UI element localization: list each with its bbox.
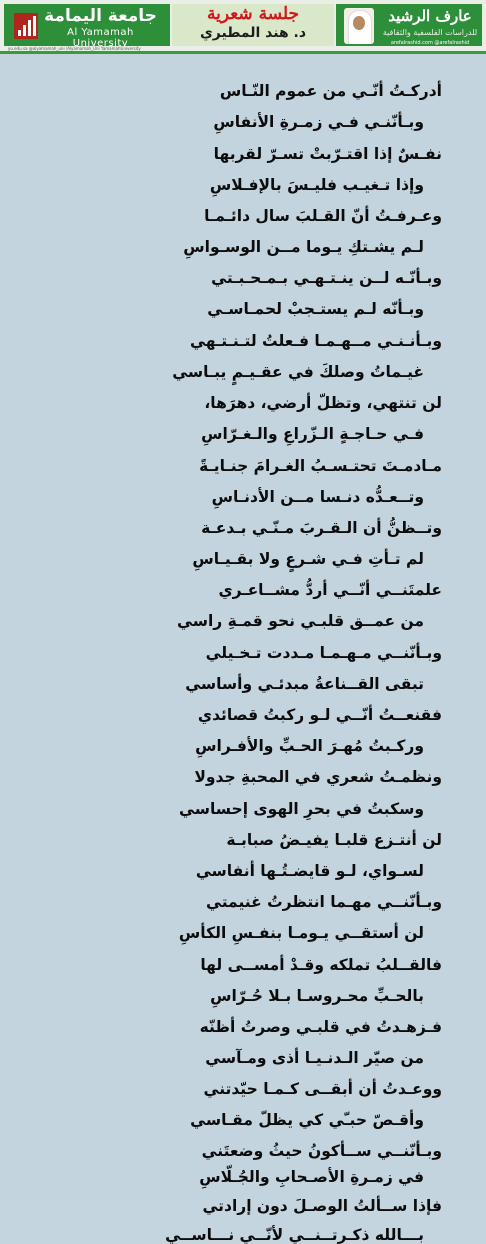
university-name-arabic: جامعة اليمامة: [44, 6, 157, 26]
club-subtitle: للدراسات الفلسفية والثقافية: [382, 28, 478, 37]
poem-line: لن أنتـزع قلبـا يفيـضُ صبابـة: [226, 831, 442, 849]
university-logo-icon: [14, 13, 38, 39]
poem-line: فـزهـدتُ في قلبـي وصرتُ أظنّه: [199, 1018, 442, 1036]
poem-line: وبـأنّنــي ســأكونُ حيثُ وضعتَني: [201, 1142, 442, 1160]
poem-line: نفـسٌ إذا اقتـرّبتْ تسـرّ لقربها: [213, 145, 442, 163]
university-social-links: yu.edu.sa @alyamamah_uni /Alyamamah_Uni YamamahUniversity: [8, 46, 141, 51]
poem-line: وعـرفـتُ أنّ القـلبَ سال دائـمـا: [204, 207, 442, 225]
poem-line: لن تنتهي، وتظلّ أرضي، دهرَها،: [204, 394, 442, 412]
poem-line: ونظمـتُ شعري في المحبةِ جدولا: [194, 768, 442, 786]
poem-line: من عمــق قلبـي نحو قمـةِ راسي: [177, 612, 424, 630]
poem-line: وتــعـدُّه دنـسا مــن الأدنـاسِ: [211, 488, 424, 506]
poem-line: علمتَنــي أنّــي أردُّ مشــاعـري: [218, 581, 442, 599]
session-title: جلسة شعرية: [206, 4, 299, 24]
poem-line: مـادمـتَ تحتـسـبُ الغـرامَ جنـايـةً: [199, 457, 442, 475]
poem-line: أدركـتُ أنّـي من عموم النّـاس: [219, 82, 442, 100]
poem-line: لم تـأتِ فـي شـرعٍ ولا بقـيـاسِ: [192, 550, 424, 568]
poem-line: من صيّر الـدنـيـا أذى ومـآسي: [205, 1049, 424, 1067]
poem-line: فالقــلبُ تملكه وقـدْ أمســى لها: [200, 956, 442, 974]
poem-line: فقنعــتُ أنّــي لـو ركبتُ قصائدي: [197, 706, 442, 724]
poem-line: وبـأنّـه لــن ينـتـهـي بـمـحـبـتي: [211, 269, 442, 287]
poem-line: غيـماتُ وصلكَ في عقـيـمٍ يبـاسي: [172, 363, 424, 381]
poem-line: وإذا تـغيـب فليـسَ بالإفـلاسِ: [209, 176, 424, 194]
poem-line: بالحـبِّ محـروسـا بـلا حُـرّاسِ: [210, 987, 424, 1005]
poem-line: وتــظنُّ أن الـقـربَ مـنّـي بـدعـة: [201, 519, 442, 537]
poem-line: وبـأنّه لـم يستـجبْ لحمـاسـي: [207, 300, 424, 318]
poem-line: فإذا ســألتُ الوصـلَ دون إرادتي: [202, 1197, 442, 1215]
poem-line: لسـواي، لـو قايضـتُـها أنفاسي: [195, 862, 424, 880]
poem-line: وسكبتُ في بحرِ الهوى إحساسي: [179, 800, 424, 818]
poem-line: وركـبتُ مُهـرَ الحـبِّ والأفـراسِ: [195, 737, 424, 755]
university-name-english: Al Yamamah University: [67, 27, 134, 49]
club-contact: arefalrashid.com @arefalrashid: [390, 40, 470, 46]
portrait-icon: [344, 8, 374, 44]
poem-line: وبـأنـنـي مــهـمـا فـعلتُ لتـنـتـهي: [190, 332, 442, 350]
club-name: عارف الرشيد: [388, 7, 472, 25]
poem-line: وبـأنّنــي مهـما انتظرتُ غنيمتي: [206, 893, 442, 911]
poem-line: بـــالله ذكـرتــنــي لأنّــي نـــاســي: [165, 1226, 424, 1244]
poem-line: وبـأنّنـي فـي زمـرةِ الأنفاسِ: [213, 113, 424, 131]
author-name: د. هند المطيري: [199, 25, 307, 41]
poem-line: فـي حـاجـةٍ الـزّراعِ والـغـرّاسِ: [201, 425, 424, 443]
poem-line: وأقـصّ حبـّي كي يظلّ مقـاسي: [190, 1111, 424, 1129]
header-banner: [0, 0, 486, 54]
poem-line: في زمـرةِ الأصـحابِ والجُـلّاسِ: [199, 1168, 424, 1186]
poem-line: لن أستقــي يـومـا بنفـسِ الكأسِ: [178, 924, 424, 942]
poem-line: لـم يشـتكِ يـوما مــن الوسـواسِ: [183, 238, 424, 256]
poem-line: تبقى القــناعةُ مبدئـي وأساسي: [185, 675, 424, 693]
poem-line: وبـأنّنــي مـهـمـا مـددت تـخـيلي: [205, 644, 442, 662]
poem-line: ووعـدتُ أن أبقــى كـمـا حيّدتني: [203, 1080, 442, 1098]
